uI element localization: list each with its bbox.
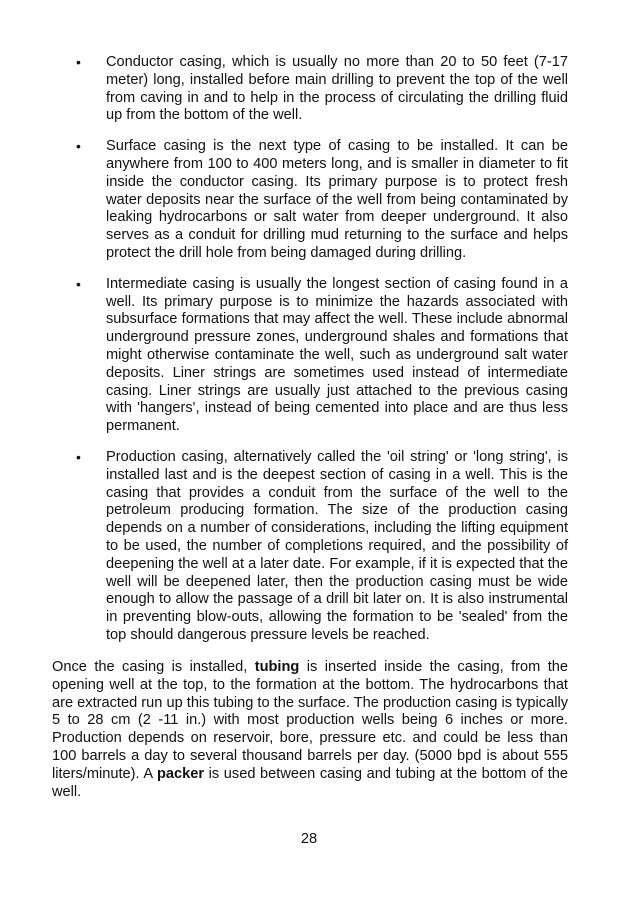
bullet-marker: • bbox=[76, 138, 81, 155]
list-item-text: Intermediate casing is usually the longest section of casing found in a well. Its primary purpose is to minimize the hazards associated with subsurface formations that may affect the well. These include abnormal underground pressure zones, underground shales and formations that might otherwise contaminate the well, such as underground salt water deposits. Liner strings are sometimes used instead of intermediate casing. Liner strings are usually just attached to the previous casing with 'hangers', instead of being cemented into place and are thus less permanent. bbox=[106, 275, 568, 435]
list-item-surface-casing bbox=[52, 138, 568, 263]
packer-term: packer bbox=[156, 765, 205, 782]
tubing-paragraph bbox=[52, 659, 568, 801]
list-item-text: Production casing, alternatively called the 'oil string' or 'long string', is installed last and is the deepest section of casing in a well. This is the casing that provides a conduit from the surface of the well to the petroleum producing formation. The size of the production casing depends on a number of considerations, including the lifting equipment to be used, the number of completions required, and the possibility of deepening the well at a later date. For example, if it is expected that the well will be deepened later, then the production casing must be wide enough to allow the passage of a drill bit later on. It is also instrumental in preventing blow-outs, allowing the formation to be 'sealed' from the top should dangerous pressure levels be reached. bbox=[106, 448, 568, 643]
casing-types-list bbox=[52, 54, 568, 658]
paragraph-text: is inserted inside the casing, from the opening well at the top, to the formation at the bottom. The hydrocarbons that are extracted run up this tubing to the surface. The production casing is typically 5 to 28 cm (2 -11 in.) with most production wells being 6 inches or more. Production depends on reservoir, bore, pressure etc. and could be less than 100 barrels a day to several thousand barrels per day. (5000 bpd is about 555 liters/minute). A bbox=[52, 659, 568, 782]
list-item-production-casing bbox=[52, 449, 568, 645]
bullet-marker: • bbox=[76, 54, 81, 70]
tubing-term: tubing bbox=[254, 659, 300, 675]
list-item-text: Surface casing is the next type of casing to be installed. It can be anywhere from 100 to 400 meters long, and is smaller in diameter to fit inside the conductor casing. Its primary purpose is to protect fresh water deposits near the surface of the well from being contaminated by leaking hydrocarbons or salt water from deeper underground. It also serves as a conduit for drilling mud returning to the surface and helps protect the drill hole from being damaged during drilling. bbox=[106, 138, 568, 261]
paragraph-text: Once the casing is installed, bbox=[52, 659, 255, 675]
list-item-text: Conductor casing, which is usually no more than 20 to 50 feet (7-17 meter) long, installed before main drilling to prevent the top of the well from caving in and to help in the process of circulating the drilling fluid up from the bottom of the well. bbox=[106, 54, 568, 124]
list-item-intermediate-casing bbox=[52, 276, 568, 436]
bullet-marker: • bbox=[76, 275, 81, 292]
paragraph-text: is used between casing and tubing at the bottom of the well. bbox=[52, 765, 568, 800]
list-item-conductor-casing bbox=[52, 54, 568, 125]
bullet-marker: • bbox=[76, 448, 81, 465]
page-number: 28 bbox=[300, 831, 318, 847]
